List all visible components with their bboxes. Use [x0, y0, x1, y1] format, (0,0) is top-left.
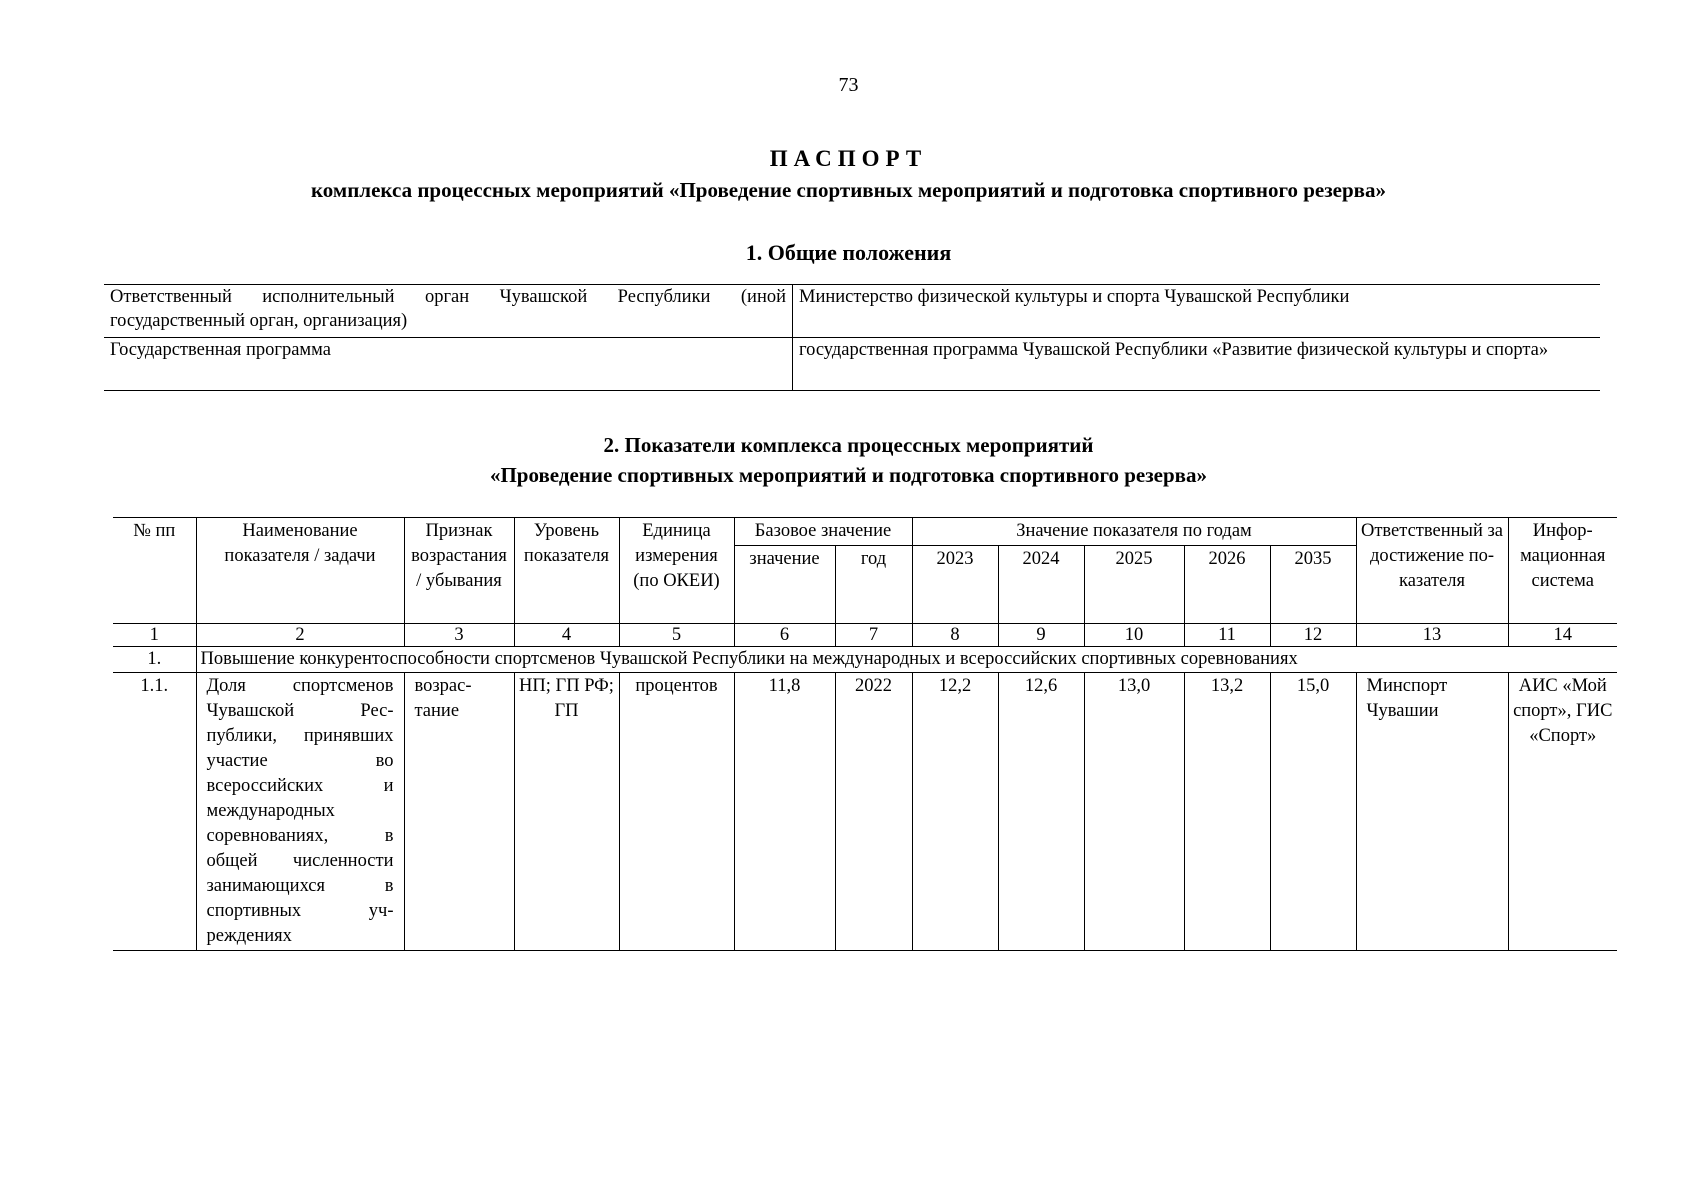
general-label: Государственная программа: [104, 338, 793, 391]
task-text: Повышение конкурентоспособности спортсменов Чувашской Республики на международных и всероссийских спортивных соревнованиях: [196, 647, 1617, 673]
general-value: государственная программа Чувашской Республики «Развитие физической культуры и спорта»: [799, 340, 1549, 360]
column-number: 6: [734, 624, 835, 647]
header-year: 2035: [1270, 546, 1356, 624]
header-unit: Единица измерения (по ОКЕИ): [619, 518, 734, 624]
column-number: 2: [196, 624, 404, 647]
indicator-unit: процентов: [619, 673, 734, 951]
indicator-value: 12,6: [998, 673, 1084, 951]
header-base-year: год: [835, 546, 912, 624]
column-number: 8: [912, 624, 998, 647]
indicator-info-system: АИС «Мой спорт», ГИС «Спорт»: [1508, 673, 1617, 951]
general-value: Министерство физической культуры и спорта Чувашской Республики: [799, 287, 1350, 307]
column-number: 4: [514, 624, 619, 647]
section-2-heading: [0, 430, 1697, 490]
indicator-trend: возрастание: [404, 673, 514, 951]
header-info-system: Информационная система: [1508, 518, 1617, 624]
column-number: 10: [1084, 624, 1184, 647]
indicator-base-value: 11,8: [734, 673, 835, 951]
header-name: Наименование показателя / задачи: [196, 518, 404, 624]
column-number: 11: [1184, 624, 1270, 647]
column-number: 1: [113, 624, 196, 647]
indicator-level: НП; ГП РФ; ГП: [514, 673, 619, 951]
document-subtitle: комплекса процессных мероприятий «Проведение спортивных мероприятий и подготовка спортивного резерва»: [310, 178, 1387, 202]
section-2-heading-line2: «Проведение спортивных мероприятий и подготовка спортивного резерва»: [489, 463, 1208, 487]
header-by-years: Значение показателя по годам: [912, 518, 1356, 546]
general-label: Ответственный исполнительный орган Чувашской Республики (иной государственный орган, организация): [104, 285, 793, 338]
header-base-value: значение: [734, 546, 835, 624]
header-responsible: Ответственный за достижение показателя: [1356, 518, 1508, 624]
column-number: 7: [835, 624, 912, 647]
indicator-responsible: Минспорт Чувашии: [1356, 673, 1508, 951]
header-num: № пп: [113, 518, 196, 624]
indicator-name: Доля спортсменов Чувашской Республики, принявших участие во всероссийских и международных соревнованиях, в общей численности занимающихся в спортивных учреждениях: [196, 673, 404, 951]
section-2-heading-line1: 2. Показатели комплекса процессных мероприятий: [603, 433, 1094, 457]
header-year: 2023: [912, 546, 998, 624]
column-number: 3: [404, 624, 514, 647]
header-trend: Признак возрастания / убывания: [404, 518, 514, 624]
section-1-heading: 1. Общие положения: [745, 240, 952, 265]
indicator-value: 12,2: [912, 673, 998, 951]
column-number-row: [113, 624, 1617, 647]
page-number: 73: [838, 74, 859, 96]
general-row: [104, 338, 1600, 391]
header-year: 2025: [1084, 546, 1184, 624]
indicators-table: [113, 517, 1617, 951]
column-number: 5: [619, 624, 734, 647]
column-number: 9: [998, 624, 1084, 647]
column-number: 12: [1270, 624, 1356, 647]
indicator-value: 13,0: [1084, 673, 1184, 951]
column-number: 13: [1356, 624, 1508, 647]
indicator-value: 13,2: [1184, 673, 1270, 951]
general-provisions-table: [104, 284, 1600, 391]
task-num: 1.: [113, 647, 196, 673]
indicator-row: [113, 673, 1617, 951]
indicator-base-year: 2022: [835, 673, 912, 951]
header-base: Базовое значение: [734, 518, 912, 546]
header-row-1: [113, 518, 1617, 546]
header-year: 2024: [998, 546, 1084, 624]
indicator-value: 15,0: [1270, 673, 1356, 951]
indicator-num: 1.1.: [113, 673, 196, 951]
header-level: Уровень показателя: [514, 518, 619, 624]
document-title: ПАСПОРТ: [769, 146, 928, 171]
column-number: 14: [1508, 624, 1617, 647]
general-row: [104, 285, 1600, 338]
header-year: 2026: [1184, 546, 1270, 624]
task-row: [113, 647, 1617, 673]
